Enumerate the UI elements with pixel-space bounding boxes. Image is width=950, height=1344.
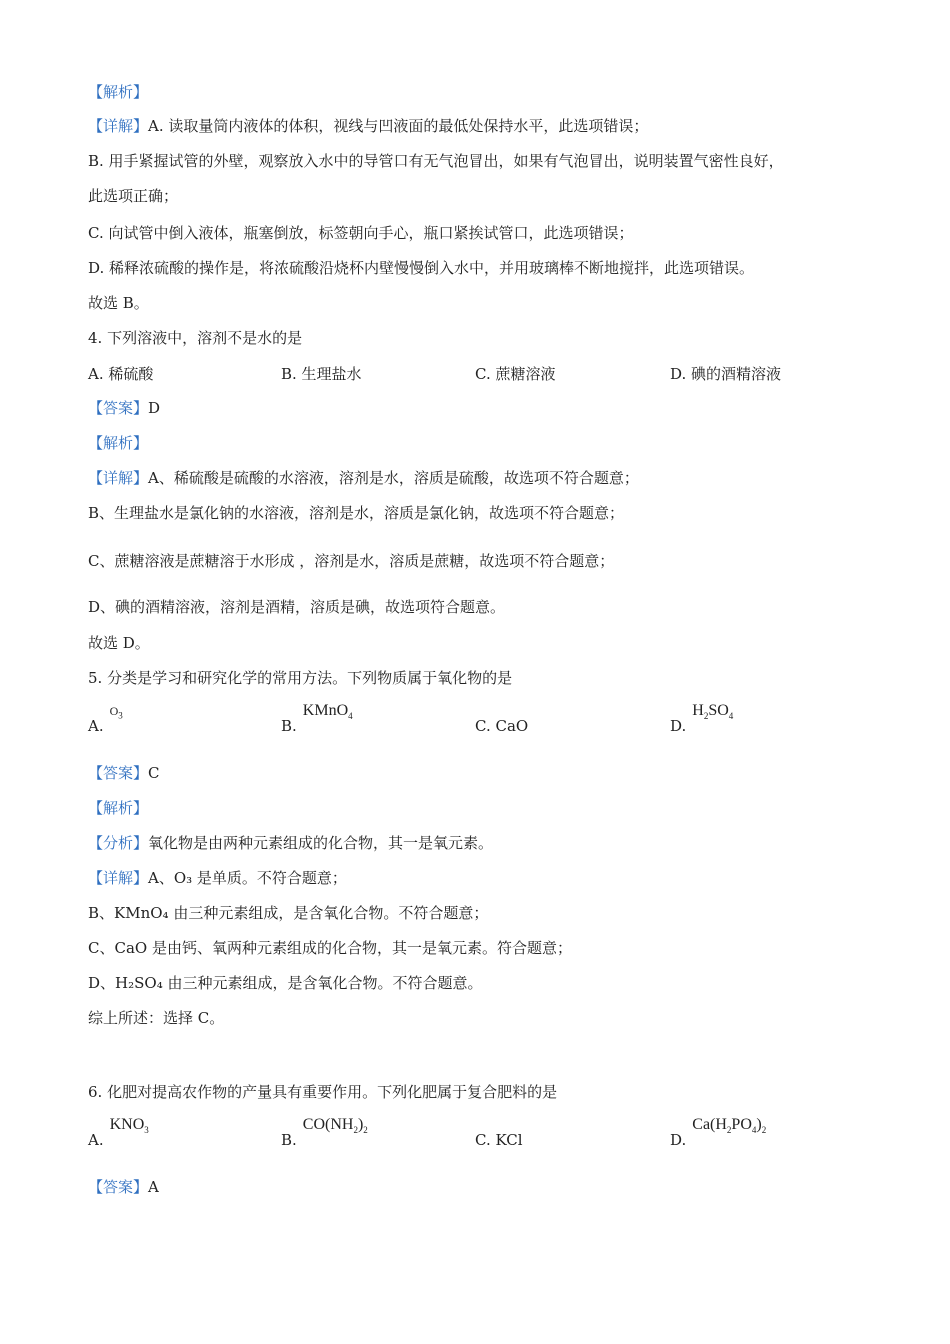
formula-urea [302,1116,368,1136]
formula-base: O [109,704,119,718]
answer-value: D [148,399,161,417]
formula-base: KNO [109,1116,145,1133]
formula-part: SO [708,702,729,719]
q6-option-c: C. KCl [475,1131,523,1149]
formula-part: PO [731,1116,752,1133]
detail-line-c: C. 向试管中倒入液体，瓶塞倒放，标签朝向手心，瓶口紧挨试管口，此选项错误； [88,224,634,242]
detail-text: A、O₃ 是单质。不符合题意； [148,869,347,887]
q5-option-d [670,702,734,742]
formula-sub: 4 [728,711,734,722]
question-4: 4. 下列溶液中，溶剂不是水的是 [88,329,303,347]
option-letter: B. [281,717,297,735]
q5-analysis [88,798,148,818]
q6-answer [88,1177,159,1197]
formula-sub: 4 [751,1125,757,1136]
reasoning-tag: 【分析】 [88,834,149,852]
formula-kno3 [109,1116,149,1136]
q5-detail-b: B、KMnO₄ 由三种元素组成，是含氧化合物。不符合题意； [88,904,489,922]
q5-option-c: C. CaO [475,717,529,735]
formula-part: CO(NH [302,1116,354,1133]
q4-analysis [88,433,148,453]
q6-option-a [88,1116,149,1156]
answer-tag: 【答案】 [88,399,149,417]
option-letter: D. [670,1131,687,1149]
q4-option-a: A. 稀硫酸 [88,365,154,383]
q4-conclusion: 故选 D。 [88,634,150,652]
detail-tag: 【详解】 [88,869,149,887]
q4-option-d: D. 碘的酒精溶液 [670,365,782,383]
detail-tag: 【详解】 [88,117,149,135]
answer-value: A [148,1178,159,1196]
question-5: 5. 分类是学习和研究化学的常用方法。下列物质属于氧化物的是 [88,669,513,687]
q5-conclusion: 综上所述：选择 C。 [88,1009,225,1027]
conclusion-line: 故选 B。 [88,294,149,312]
q4-detail-b: B、生理盐水是氯化钠的水溶液，溶剂是水，溶质是氯化钠，故选项不符合题意； [88,504,625,522]
detail-line-a [88,116,648,136]
formula-h2so4 [692,702,734,722]
analysis-tag: 【解析】 [88,434,149,452]
formula-part: Ca(H [692,1116,727,1133]
formula-sub: 3 [144,1125,149,1136]
q5-reasoning [88,833,493,853]
formula-sub: 2 [363,1125,368,1136]
formula-o3 [109,704,123,721]
option-letter: B. [281,1131,297,1149]
q4-detail-d: D、碘的酒精溶液，溶剂是酒精，溶质是碘，故选项符合题意。 [88,598,506,616]
q4-option-b: B. 生理盐水 [281,365,362,383]
answer-tag: 【答案】 [88,764,149,782]
answer-value: C [148,764,160,782]
question-6: 6. 化肥对提高农作物的产量具有重要作用。下列化肥属于复合肥料的是 [88,1083,558,1101]
reasoning-text: 氧化物是由两种元素组成的化合物，其一是氧元素。 [148,834,494,852]
q4-detail-c: C、蔗糖溶液是蔗糖溶于水形成 ，溶剂是水，溶质是蔗糖，故选项不符合题意； [88,552,615,570]
detail-tag: 【详解】 [88,469,149,487]
analysis-heading [88,82,148,102]
formula-calcium-phosphate [692,1116,767,1136]
detail-line-b: B. 用手紧握试管的外壁，观察放入水中的导管口有无气泡冒出，如果有气泡冒出，说明装置气密性良好， [88,152,784,170]
formula-base: KMnO [302,702,349,719]
q4-option-c: C. 蔗糖溶液 [475,365,556,383]
option-letter: A. [88,717,104,735]
option-letter: A. [88,1131,104,1149]
formula-sub: 4 [348,711,353,722]
formula-part: ) [357,1116,364,1133]
formula-part: ) [756,1116,762,1133]
formula-sub: 2 [726,1125,732,1136]
formula-sub: 2 [703,711,709,722]
q5-detail-d: D、H₂SO₄ 由三种元素组成，是含氧化合物。不符合题意。 [88,974,483,992]
detail-text: A. 读取量筒内液体的体积，视线与凹液面的最低处保持水平，此选项错误； [148,117,649,135]
q5-option-a [88,704,123,741]
formula-sub: 2 [353,1125,358,1136]
formula-sub: 3 [118,710,123,721]
detail-line-d: D. 稀释浓硫酸的操作是，将浓硫酸沿烧杯内壁慢慢倒入水中，并用玻璃棒不断地搅拌，此选项错误。 [88,259,755,277]
option-letter: D. [670,717,687,735]
q5-answer [88,763,160,783]
detail-text: A、稀硫酸是硫酸的水溶液，溶剂是水，溶质是硫酸，故选项不符合题意； [148,469,639,487]
q4-detail-a [88,468,639,488]
answer-tag: 【答案】 [88,1178,149,1196]
analysis-tag: 【解析】 [88,83,149,101]
q5-option-b [281,702,353,742]
formula-part: H [692,702,704,719]
formula-sub: 2 [761,1125,767,1136]
q5-detail-c: C、CaO 是由钙、氧两种元素组成的化合物，其一是氧元素。符合题意； [88,939,572,957]
analysis-tag: 【解析】 [88,799,149,817]
q5-detail-a [88,868,347,888]
q6-option-d [670,1116,767,1156]
formula-kmno4 [302,702,353,722]
q4-answer [88,398,160,418]
detail-line-b-cont: 此选项正确； [88,187,179,205]
q6-option-b [281,1116,368,1156]
